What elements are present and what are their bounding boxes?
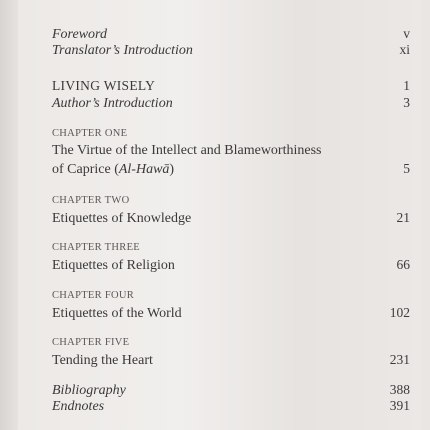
entry-title: Bibliography (52, 383, 126, 398)
entry-page: 231 (389, 352, 410, 367)
entry-title: Author’s Introduction (52, 96, 173, 111)
chapter-label: CHAPTER FOUR (52, 290, 135, 301)
toc-chapter-five[interactable] (52, 337, 410, 369)
entry-page: 66 (396, 257, 410, 272)
entry-page: v (403, 26, 410, 41)
entry-page: 3 (403, 95, 410, 110)
chapter-title: Etiquettes of the World (52, 306, 182, 321)
entry-page: xi (399, 42, 410, 57)
chapter-title: Tending the Heart (52, 353, 153, 368)
entry-page: 1 (403, 78, 410, 93)
chapter-title: Etiquettes of Religion (52, 258, 175, 273)
book-gutter (0, 0, 18, 430)
toc-chapter-two[interactable] (52, 195, 410, 227)
entry-title: Translator’s Introduction (52, 43, 193, 58)
toc-entry-authors-introduction[interactable] (52, 95, 410, 112)
entry-page: 102 (389, 305, 410, 320)
chapter-title: Etiquettes of Knowledge (52, 211, 192, 226)
entry-title: Foreword (52, 27, 107, 42)
chapter-title-line1: The Virtue of the Intellect and Blameworthiness (52, 143, 322, 158)
chapter-label: CHAPTER TWO (52, 195, 130, 206)
entry-page: 388 (389, 382, 410, 397)
chapter-label: CHAPTER THREE (52, 242, 141, 253)
entry-page: 391 (389, 398, 410, 413)
toc-entry-living-wisely[interactable] (52, 78, 410, 94)
toc-entry-endnotes[interactable] (52, 398, 410, 415)
chapter-title-line2: of Caprice (Al-Hawā) (52, 162, 175, 177)
chapter-label: CHAPTER ONE (52, 128, 128, 139)
entry-title: LIVING WISELY (52, 78, 156, 93)
toc-chapter-four[interactable] (52, 290, 410, 322)
chapter-label: CHAPTER FIVE (52, 337, 130, 348)
toc-chapter-one[interactable] (52, 128, 410, 178)
entry-page: 21 (396, 210, 410, 225)
entry-page: 5 (403, 161, 410, 176)
toc-entry-translators-introduction[interactable] (52, 42, 410, 59)
toc-chapter-three[interactable] (52, 242, 410, 274)
toc-entry-foreword[interactable] (52, 26, 410, 43)
toc-entry-bibliography[interactable] (52, 382, 410, 399)
entry-title: Endnotes (52, 399, 105, 414)
